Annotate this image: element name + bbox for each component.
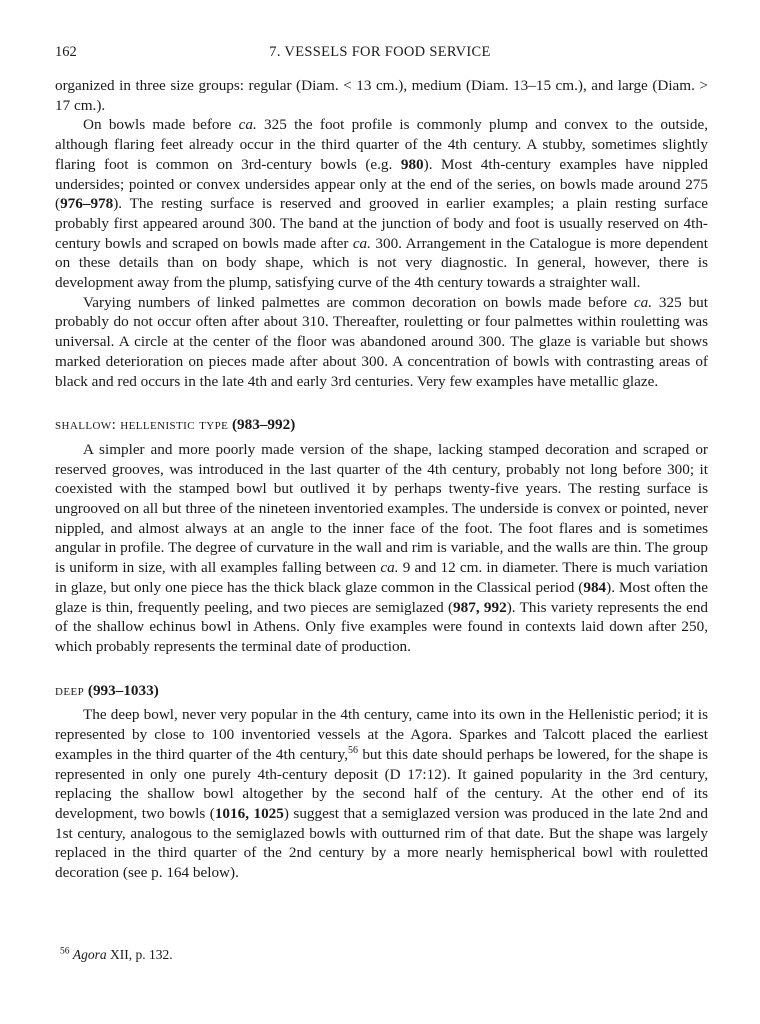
catalogue-ref: 976–978	[60, 195, 114, 213]
paragraph-decoration: Varying numbers of linked palmettes are common decoration on bowls made before ca. 325 but probably do not occur often after about 310. Thereafter, rouletting or four palmettes within rouletting was universal. A circle at the center of the floor was abandoned around 300. The glaze is variable but shows marked deterioration on pieces made after about 300. A concentration of bowls with contrasting areas of black and red occurs in the late 4th and early 3rd centuries. Very few examples have metallic glaze.	[55, 293, 708, 390]
page-header	[55, 44, 705, 64]
section-heading-shallow: shallow: hellenistic type (983–992)	[55, 416, 296, 434]
running-head: 7. VESSELS FOR FOOD SERVICE	[269, 44, 491, 60]
catalogue-ref: 987, 992	[453, 598, 507, 616]
paragraph-continued: organized in three size groups: regular (Diam. < 13 cm.), medium (Diam. 13–15 cm.), and large (Diam. > 17 cm.).	[55, 77, 708, 114]
section-heading-deep: deep (993–1033)	[55, 681, 159, 699]
footnote-mark: 56	[60, 946, 70, 957]
catalogue-ref: 984	[583, 578, 607, 596]
paragraph-deep: The deep bowl, never very popular in the 4th century, came into its own in the Hellenistic period; it is represented by close to 100 inventoried vessels at the Agora. Sparkes and Talcott placed the earliest examples in the third quarter of the 4th century,$^{56}$ but this date should perhaps be lowered, for the shape is represented in only one purely 4th-century deposit (D 17:12). It gained popularity in the 3rd century, replacing the shallow bowl altogether by the second half of the century. At the other end of its development, two bowls (1016, 1025) suggest that a semiglazed version was produced in the late 2nd and 1st century, analogous to the semiglazed bowls with outturned rim of that date. But the shape was largely replaced in the third quarter of the 2nd century by a more nearly hemispherical bowl with rouletted decoration (see p. 164 below).	[55, 706, 709, 882]
paragraph-foot-profile: On bowls made before ca. 325 the foot profile is commonly plump and convex to the outside, although flaring feet already occur in the third quarter of the 4th century. A stubby, sometimes slightly flaring foot is common on 3rd-century bowls (e.g. 980). Most 4th-century examples have nippled undersides; pointed or convex undersides appear only at the end of the series, on bowls made around 275 (976–978). The resting surface is reserved and grooved in earlier examples; a plain resting surface probably first appeared around 300. The band at the junction of body and foot is usually reserved on 4th-century bowls and scraped on bowls made after ca. 300. Arrangement in the Catalogue is more dependent on these details than on body shape, which is not very diagnostic. In general, however, there is development away from the plump, satisfying curve of the 4th century towards a straighter wall.	[55, 116, 709, 292]
footnote: $^{56}$ Agora XII, p. 132.	[60, 946, 173, 962]
paragraph-shallow: A simpler and more poorly made version of the shape, lacking stamped decoration and scraped or reserved grooves, was introduced in the last quarter of the 4th century, probably not long before 300; it coexisted with the stamped bowl but outlived it by perhaps twenty-five years. The resting surface is ungrooved on all but three of the nineteen inventoried examples. The underside is convex or pointed, never nippled, and almost always at an angle to the inner face of the foot. The foot flares and is sometimes angular in profile. The degree of curvature in the wall and rim is variable, and the walls are thin. The group is uniform in size, with all examples falling between ca. 9 and 12 cm. in diameter. There is much variation in glaze, but only one piece has the thick black glaze common in the Classical period (984). Most often the glaze is thin, frequently peeling, and two pieces are semiglazed (987, 992). This variety represents the end of the shallow echinus bowl in Athens. Only five examples were found in contexts laid down after 250, which probably represents the terminal date of production.	[55, 440, 709, 655]
catalogue-ref: 1016, 1025	[214, 804, 284, 822]
catalogue-range: (993–1033)	[87, 681, 159, 699]
footnote-reference[interactable]: 56	[348, 744, 358, 756]
page-number: 162	[55, 44, 77, 60]
body-text	[55, 76, 708, 883]
catalogue-range: (983–992)	[232, 416, 296, 434]
catalogue-ref: 980	[400, 155, 424, 173]
